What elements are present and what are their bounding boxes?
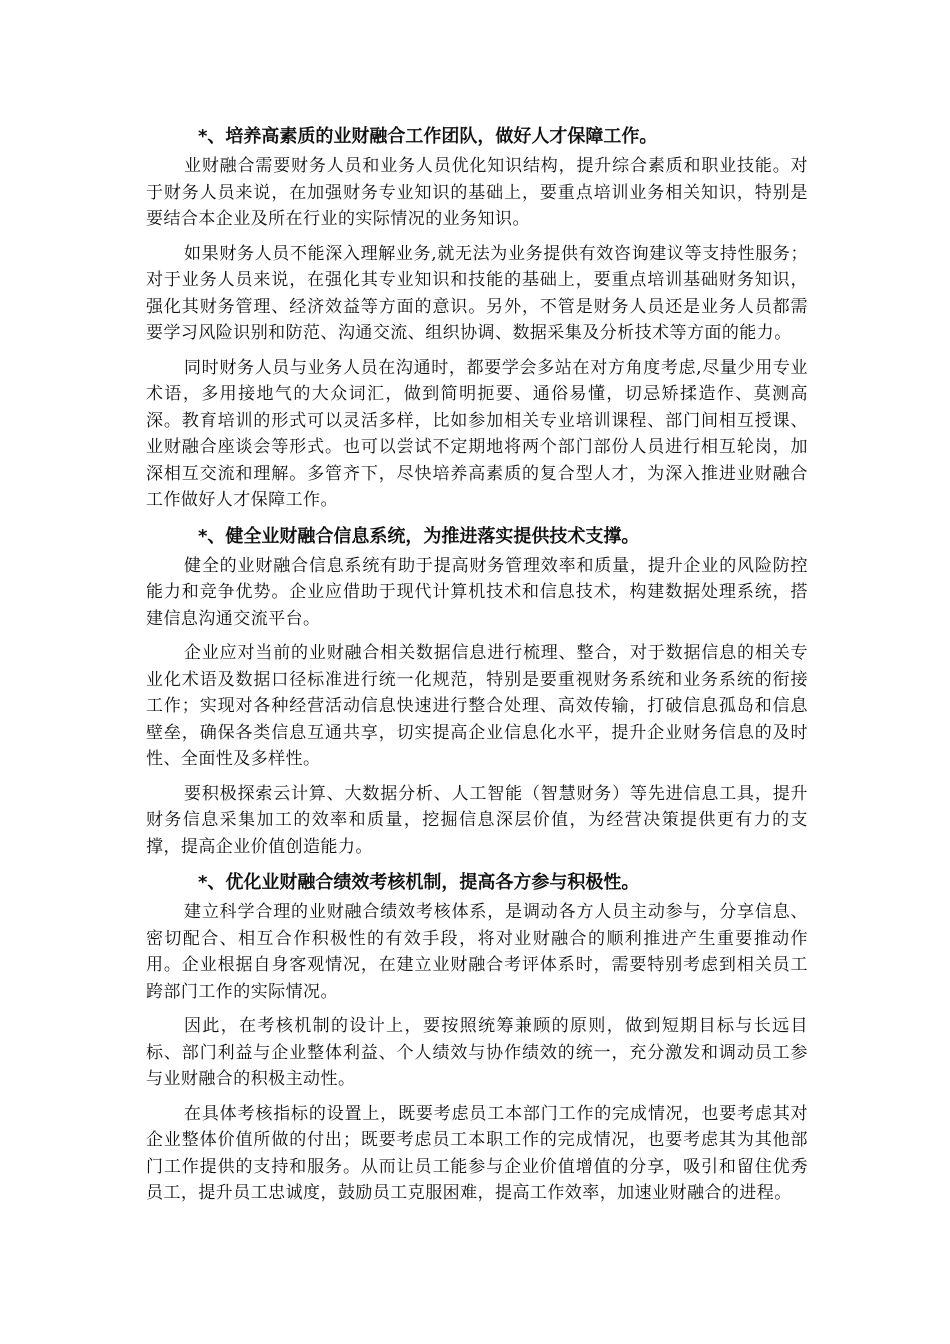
section-heading: *、健全业财融合信息系统，为推进落实提供技术支撑。 — [198, 525, 640, 547]
section-performance-assessment — [146, 866, 808, 1207]
paragraph: 因此，在考核机制的设计上，要按照统筹兼顾的原则，做到短期目标与长远目标、部门利益与企业整体利益、个人绩效与协作绩效的统一，充分激发和调动员工参与业财融合的积极主动性。 — [146, 1016, 808, 1089]
paragraph: 建立科学合理的业财融合绩效考核体系，是调动各方人员主动参与，分享信息、密切配合、相互合作积极性的有效手段，将对业财融合的顺利推进产生重要推动作用。企业根据自身客观情况，在建立业财融合考评体系时，需要特别考虑到相关员工跨部门工作的实际情况。 — [146, 902, 808, 1002]
paragraph: 健全的业财融合信息系统有助于提高财务管理效率和质量，提升企业的风险防控能力和竞争优势。企业应借助于现代计算机技术和信息技术，构建数据处理系统，搭建信息沟通交流平台。 — [146, 555, 808, 629]
section-heading: *、培养高素质的业财融合工作团队，做好人才保障工作。 — [198, 126, 658, 147]
paragraph: 同时财务人员与业务人员在沟通时，都要学会多站在对方角度考虑,尽量少用专业术语，多用接地气的大众词汇，做到简明扼要、通俗易懂，切忌矫揉造作、莫测高深。教育培训的形式可以灵活多样，比如参加相关专业培训课程、部门间相互授课、业财融合座谈会等形式。也可以尝试不定期地将两个部门部份人员进行相互轮岗，加深相互交流和理解。多管齐下，尽快培养高素质的复合型人才，为深入推进业财融合工作做好人才保障工作。 — [146, 357, 808, 510]
paragraph: 要积极探索云计算、大数据分析、人工智能（智慧财务）等先进信息工具，提升财务信息采集加工的效率和质量，挖掘信息深层价值，为经营决策提供更有力的支撑，提高企业价值创造能力。 — [146, 783, 808, 857]
paragraph: 在具体考核指标的设置上，既要考虑员工本部门工作的完成情况，也要考虑其对企业整体价值所做的付出；既要考虑员工本职工作的完成情况，也要考虑其为其他部门工作提供的支持和服务。从而让员工能参与企业价值增值的分享，吸引和留住优秀员工，提升员工忠诚度，鼓励员工克服困难，提高工作效率，加速业财融合的进程。 — [146, 1103, 808, 1203]
paragraph: 业财融合需要财务人员和业务人员优化知识结构，提升综合素质和职业技能。对于财务人员来说，在加强财务专业知识的基础上，要重点培训业务相关知识，特别是要结合本企业及所在行业的实际情况的业务知识。 — [146, 156, 808, 229]
section-talent — [146, 120, 808, 514]
paragraph: 如果财务人员不能深入理解业务,就无法为业务提供有效咨询建议等支持性服务；对于业务人员来说，在强化其专业知识和技能的基础上，要重点培训基础财务知识，强化其财务管理、经济效益等方面的意识。另外，不管是财务人员还是业务人员都需要学习风险识别和防范、沟通交流、组织协调、数据采集及分析技术等方面的能力。 — [146, 243, 808, 343]
paragraph: 企业应对当前的业财融合相关数据信息进行梳理、整合，对于数据信息的相关专业化术语及数据口径标准进行统一化规范，特别是要重视财务系统和业务系统的衔接工作；实现对各种经营活动信息快速进行整合处理、高效传输，打破信息孤岛和信息壁垒，确保各类信息互通共享，切实提高企业信息化水平，提升企业财务信息的及时性、全面性及多样性。 — [146, 643, 808, 769]
document-page — [146, 120, 808, 1213]
section-information-system — [146, 520, 808, 861]
section-heading: *、优化业财融合绩效考核机制，提高各方参与积极性。 — [198, 872, 640, 893]
